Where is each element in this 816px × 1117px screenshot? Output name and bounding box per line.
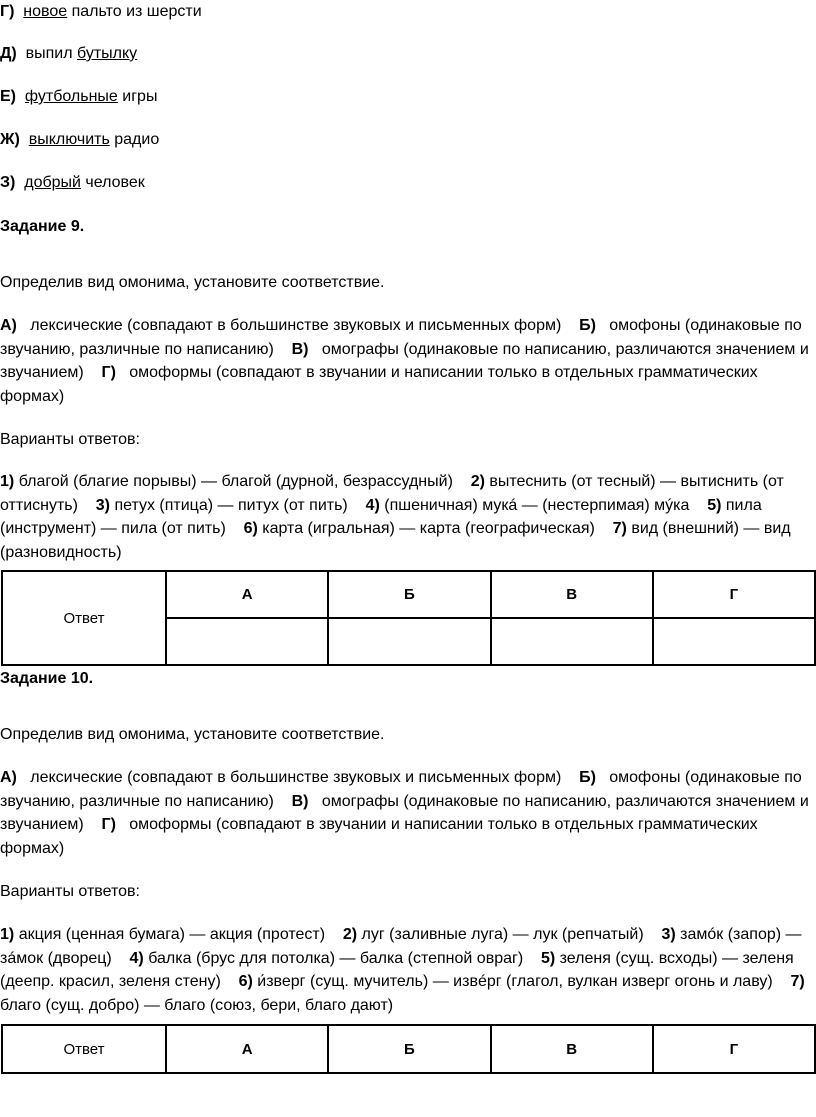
item-underlined-word: бутылку (77, 45, 138, 62)
answer-header: Б (328, 1025, 490, 1073)
category-letter: Б) (579, 769, 596, 786)
variants-paragraph: 1) акция (ценная бумага) — акция (протест) 2) луг (заливные луга) — лук (репчатый) 3) замóк (запор) — зáмок (дворец) 4) балка (брус для потолка) — балка (степной овраг) 5) зеленя (сущ. всходы) — зеленя (деепр. красил, зеленя стену) 6) и́зверг (сущ. мучитель) — извéрг (глагол, вулкан изверг огонь и лаву) 7) благо (сущ. добро) — благо (союз, бери, благо дают) (0, 926, 805, 1014)
variants-label: Варианты ответов: (0, 883, 140, 900)
item-underlined-word: выключить (28, 131, 110, 148)
answer-header: В (491, 1025, 653, 1073)
task-instruction: Определив вид омонима, установите соответствие. (0, 274, 385, 291)
category-letter: Г) (101, 816, 116, 833)
item-rest: пальто из шерсти (67, 3, 202, 20)
answer-header: Б (328, 571, 490, 618)
categories-paragraph: А) лексические (совпадают в большинстве звуковых и письменных форм) Б) омофоны (одинаковые по звучанию, различные по написанию) В) омографы (одинаковые по написанию, различаются значением и звучанием) Г) омоформы (совпадают в звучании и написании только в отдельных грамматических формах) (0, 769, 809, 857)
category-letter: В) (291, 792, 309, 810)
item-letter: Д) (0, 45, 17, 62)
task-title: Задание 9. (0, 218, 85, 235)
category-letter: В) (291, 340, 309, 358)
answer-label: Ответ (2, 571, 166, 665)
variants-label: Варианты ответов: (0, 431, 140, 448)
list-item (0, 173, 145, 193)
answer-table (1, 1024, 816, 1074)
item-letter: З) (0, 174, 16, 191)
item-letter: Г) (0, 3, 15, 20)
answer-cell[interactable] (166, 618, 328, 665)
category-letter: А) (0, 317, 17, 334)
category-text: лексические (совпадают в большинстве звуковых и письменных форм) (30, 769, 562, 786)
category-letter: Г) (101, 364, 116, 381)
answer-header: А (166, 571, 328, 618)
list-item (0, 130, 159, 150)
answer-header: А (166, 1025, 328, 1073)
answer-header: В (491, 571, 653, 618)
list-item (0, 2, 202, 22)
answer-cell[interactable] (653, 618, 815, 665)
answer-cell[interactable] (328, 618, 490, 665)
item-pre: выпил (25, 45, 78, 62)
item-underlined-word: футбольные (24, 88, 118, 105)
item-underlined-word: новое (23, 3, 68, 20)
answer-label: Ответ (2, 1025, 166, 1073)
item-underlined-word: добрый (24, 174, 81, 191)
item-rest: игры (117, 88, 158, 105)
variants-paragraph: 1) благой (благие порывы) — благой (дурной, безрассудный) 2) вытеснить (от тесный) — вытиснить (от оттиснуть) 3) петух (птица) — питух (от пить) 4) (пшеничная) мукá — (нестерпимая) мýка 5) пила (инструмент) — пила (от пить) 6) карта (игральная) — карта (географическая) 7) вид (внешний) — вид (разновидность) (0, 473, 791, 561)
list-item (0, 87, 157, 107)
task-instruction: Определив вид омонима, установите соответствие. (0, 726, 385, 743)
category-letter: Б) (579, 317, 596, 334)
item-rest: радио (109, 131, 160, 148)
category-letter: А) (0, 769, 17, 786)
item-rest: человек (80, 174, 145, 191)
task-title: Задание 10. (0, 670, 94, 687)
item-letter: Е) (0, 88, 16, 105)
list-item (0, 44, 137, 64)
answer-header: Г (653, 1025, 815, 1073)
categories-paragraph: А) лексические (совпадают в большинстве звуковых и письменных форм) Б) омофоны (одинаковые по звучанию, различные по написанию) В) омографы (одинаковые по написанию, различаются значением и звучанием) Г) омоформы (совпадают в звучании и написании только в отдельных грамматических формах) (0, 317, 809, 405)
answer-table (1, 570, 816, 666)
category-text: лексические (совпадают в большинстве звуковых и письменных форм) (30, 317, 562, 334)
answer-cell[interactable] (491, 618, 653, 665)
item-letter: Ж) (0, 131, 20, 148)
answer-header: Г (653, 571, 815, 618)
